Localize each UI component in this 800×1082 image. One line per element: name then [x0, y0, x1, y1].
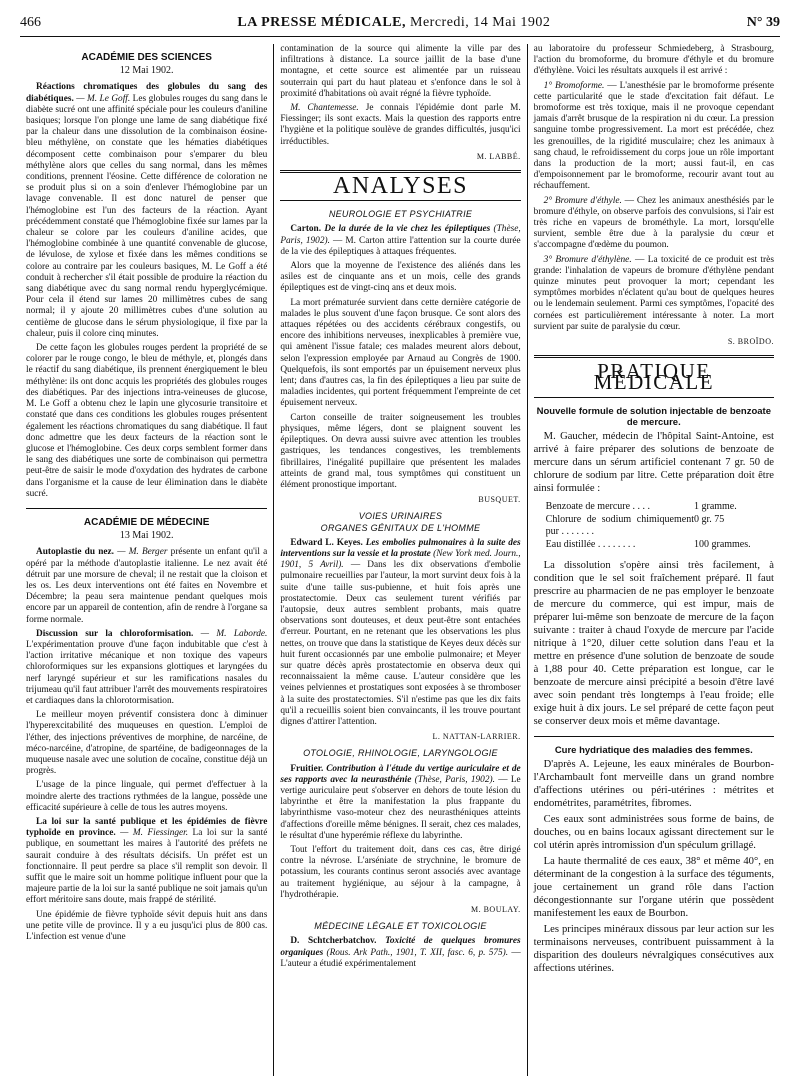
- item-label: 3° Bromure d'éthylène.: [543, 254, 632, 265]
- article-reference: (New York med. Journ., 1901, 5 Avril).: [280, 548, 521, 571]
- formula-article: [534, 430, 774, 728]
- article-text: La loi sur la santé publique, en soumettant les maires à l'autorité des préfets ne saurait conduire à des résultats décisifs. Un préfet est un fonctionnaire. Il peut perdre sa place s'il remplit son devoir. Il suffit que le maire soit un homme politique influent pour que la majeure partie de la loi sur la santé publique ne soit jamais qu'un effort méritoire sans doute, mais frappé de stérilité.: [26, 828, 268, 906]
- article-paragraph: [26, 629, 267, 707]
- article-reference: (Thèse, Paris, 1902).: [411, 774, 495, 785]
- article-paragraph: La haute thermalité de ces eaux, 38° et même 40°, en déterminant de la congestion à la surface des téguments, joue certainement un grand rôle dans l'action décongestionnante sur l'organe utérin que possèdent manifestement les eaux de Bourbon.: [533, 856, 774, 920]
- article-paragraph: L'usage de la pince linguale, qui permet d'effectuer à la moindre alerte des tractions rythmées de la langue, possède une efficacité supérieure à celle de tous les autres moyens.: [26, 780, 268, 813]
- prescription: [546, 501, 774, 551]
- article-paragraph: La dissolution s'opère ainsi très facilement, à condition que le sel soit fraîchement préparé. Il faut prescrire au pharmacien de ne pas employer le benzoate de mercure du commerce, qui est impur, mais de préparer lui-même son benzoate de mercure de la façon suivante : traiter à chaud l'oxyde de mercure par l'acide nitrique à 1°20, diluer cette solution dans l'eau et la mettre en présence d'une solution de benzoate de soude à 1,88 pour 40. Cette préparation est longue, car le benzoate de mercure ainsi précipité a besoin d'être lavé avec soin pendant très longtemps à l'eau froide; elle exige huit à dix jours. Le sel préparé de cette façon peut se conserver deux mois et même davantage.: [533, 560, 774, 728]
- journal-title: [237, 15, 550, 31]
- article-paragraph: [534, 196, 774, 252]
- article-title: Autoplastie du nez.: [36, 547, 114, 558]
- article-author: Carton.: [290, 224, 322, 235]
- prescription-row: [546, 501, 774, 514]
- article-text: L'expérimentation prouve d'une façon indubitable que c'est à l'action irritative mécanique et non toxique des vapeurs chloroformiques sur les expansions glottiques et laryngées du nerf laryngé supérieur et sur les ramifications nasales du trijumeau qu'il faut attribuer l'arrêt des mouvements respiratoires et cardiaques dans la chlorotormisation.: [26, 639, 268, 706]
- article-title: De la durée de la vie chez les épileptiques: [321, 224, 491, 235]
- article-paragraph: [280, 764, 520, 842]
- article-author: — M. Fiessinger.: [115, 828, 189, 839]
- article-paragraph: D'après A. Lejeune, les eaux minérales de Bourbon-l'Archambault font merveille dans un grand nombre d'affections utérines ou péri-utérines : métrites et endométrites, paramétrites, fibromes.: [533, 759, 774, 810]
- signature: L. NATTAN-LARRIER.: [432, 732, 521, 742]
- section-date: 12 Mai 1902.: [119, 65, 174, 77]
- signature: M. LABBÉ.: [476, 151, 521, 161]
- divider: [534, 355, 774, 358]
- article-title: Contribution à l'étude du vertige auriculaire et de ses rapports avec la neurasthénie: [280, 763, 521, 785]
- article-paragraph: [26, 547, 267, 625]
- article-paragraph: contamination de la source qui alimente la ville par des infiltrations à distance. La source jaillit de la base d'une montagne, et cette source est alimentée par un ruisseau souterrain qui part du haut plateau et s'enfonce dans le sol à proximité d'habitations où avait régné la fièvre typhoïde.: [280, 44, 521, 99]
- article-title: Les embolies pulmonaires à la suite des interventions sur la vessie et la prostate: [280, 537, 521, 559]
- article-reference: (Rous. Ark Path., 1901, T. XII, fasc. 6, p. 575).: [323, 947, 509, 958]
- prescription-row: [546, 539, 774, 552]
- article-reference: (Thèse, Paris, 1902).: [280, 224, 521, 246]
- cure-article: [534, 758, 774, 975]
- signature: M. BOULAY.: [470, 905, 521, 915]
- article-paragraph: Alors que la moyenne de l'existence des aliénés dans les asiles est de cinquante ans et un mois, celle des grands épileptiques est de vingt-cinq ans et deux mois.: [280, 261, 521, 294]
- column-2: [273, 44, 526, 1076]
- issue-date: Mercredi, 14 Mai 1902: [406, 15, 551, 30]
- article-text: Les globules rouges du sang dans le diabète sucré ont une affinité spéciale pour les couleurs d'aniline basiques; lorsque l'on plonge une lame de sang diabétique fixé par la chaleur dans une dissolution de la combinaison éosine-bleu méthylène, on constate que les hématies diabétiques décomposent cette combinaison pour s'emparer du bleu méthylène alors que celles du sang normal, dans les mêmes conditions, prennent l'éosine. Cette différence de coloration ne se produit plus si on a soin d'enlever l'hémoglobine par un lavage convenable. Il est donc naturel de penser que l'hémoglobine est l'un des facteurs de la réaction. Ayant précédemment constaté que l'hémoglobine fixée sur lames par la chaleur se colore par les couleurs d'aniline acides, que l'hémoglobine combinée à une quantité convenable de glucose, de lévulose, de xylose et fixée dans les mêmes conditions se colore au contraire par les couleurs basiques, M. Le Goff a été conduit à rechercher s'il était possible de produire la réaction du sang diabétique avec du sang normal rendu hyperglycémique. Pour cela il étend sur lames 20 millimètres cubes de sang normal; il y ajoute 20 millimètres cubes d'une solution au centième de glucose dans le sérum physiologique, il fixe par la chaleur, puis il colore cinq minutes.: [26, 93, 268, 339]
- article-text: — Dans les dix observations d'embolie pulmonaire recueillies par l'auteur, la mort survint deux fois à la suite d'une taille sus-pubienne, et huit fois après une prostatectomie. Deux cas seulement turent vérifiés par l'autopsie, deux autres semblent probants, mais quatre observations sont douteuses, et deux peut-être sont entachées d'erreur. Pourtant, en ne retenant que les observations les plus nettes, on trouve que dans la statistique de Keyes deux décès sur huit furent occasionnés par une embolie pulmonaire; et Meyer sur quatre décès après prostatectomie en observa deux qui reconnaissaient la même cause. L'auteur considère que les veines pelviennes et prostatiques sont exposées à se thromboser à la suite des prostatectomies. S'il n'estime pas que les dix faits qu'il a recueillis soient bien convaincants, il les trouve pourtant dignes d'attirer l'attention.: [280, 560, 521, 727]
- signature: BUSQUET.: [478, 495, 521, 505]
- subsection-heading: ORGANES GÉNITAUX DE L'HOMME: [320, 522, 481, 533]
- article-title: Toxicité de quelques bromures organiques: [280, 936, 521, 958]
- article-author: Fruitier.: [290, 763, 324, 774]
- quantity: 100 grammes.: [693, 538, 751, 550]
- article-title: Réactions chromatiques des globules du sang des diabétiques.: [26, 82, 268, 104]
- column-3: [527, 44, 780, 1076]
- section-heading: ANALYSES: [333, 173, 468, 200]
- subsection-heading: MÉDECINE LÉGALE ET TOXICOLOGIE: [314, 921, 487, 932]
- page-number: 466: [20, 15, 41, 30]
- article-text: — La toxicité de ce produit est très grande: l'inhalation de vapeurs de bromure d'éthylène pendant quinze minutes peut provoquer la mort; cependant les symptômes morbides n'éclatent qu'au bout de quelques heures ou le lendemain seulement. Parmi ces symptômes, l'opacité des cornées est particulièrement intéressante à noter. La mort survient par suite de paralysie du cœur.: [533, 254, 774, 332]
- section-date: 13 Mai 1902.: [119, 530, 174, 542]
- page-header: [20, 10, 780, 37]
- prescription-row: [546, 514, 774, 539]
- article-paragraph: au laboratoire du professeur Schmiedeberg, à Strasbourg, l'action du bromoforme, du bromure d'éthyle et du bromure d'éthylène. Voici les résultats auxquels il est arrivé :: [533, 44, 774, 77]
- article-title: Discussion sur la chloroformisation.: [36, 628, 194, 639]
- article-paragraph: [280, 936, 520, 970]
- article-author: — M. Berger: [113, 547, 168, 558]
- article-paragraph: [534, 255, 774, 333]
- article-author: — M. Le Goff.: [73, 93, 131, 104]
- journal-name: LA PRESSE MÉDICALE,: [237, 15, 406, 30]
- quantity: 0 gr. 75: [693, 513, 725, 525]
- article-paragraph: De cette façon les globules rouges perdent la propriété de se colorer par le rouge congo, le bleu de méthyle, et, plongés dans le réactif du sang diabétique, ils prennent énergiquement le bleu méthylène: ils ont donc acquis les propriétés des globules rouges des diabétiques. Par des injections intra-veineuses de glucose, M. Le Goff a obtenu chez le lapin une glycosurie transitoire et constaté que dans ces conditions les globules rouges présentent également les réactions chromatiques du sang diabétique. Il faut donc admettre que les deux facteurs de la réaction sont le glucose et l'hémoglobine. Ces deux corps semblent former dans le sang des diabétiques une sorte de combinaison qui permettra peut-être de saisir le mode d'oxydation des hydrates de carbone dans l'organisme et la cause de leur élimination dans le diabète sucré.: [26, 343, 268, 499]
- divider: [26, 508, 267, 509]
- item-label: 1° Bromoforme.: [543, 80, 605, 91]
- ingredient: Benzoate de mercure . . . .: [545, 501, 651, 513]
- article-paragraph: Une épidémie de fièvre typhoïde sévit depuis huit ans dans une petite ville de province. Il y a eu jusqu'ici plus de 800 cas. L'infection est venue d'une: [26, 909, 268, 943]
- divider: [280, 200, 520, 201]
- article-text: présente un enfant qu'il a opéré par la méthode d'autoplastie italienne. Le nez avait été détruit par une morsure de cheval; il ne restait que la cloison et les os. Les deux interventions ont été faites en Novembre et Décembre; la peau sera maintenue pendant quelques mois encore par un appareil de contention, afin de rendre à l'organe sa forme normale.: [26, 547, 268, 625]
- article-paragraph: Ces eaux sont administrées sous forme de bains, de douches, ou en bains locaux agissant directement sur le col utérin après intromission d'un spéculum grillagé.: [533, 814, 774, 852]
- article-text: — Le vertige auriculaire peut s'observer en dehors de toute lésion du labyrinthe et être la manifestation la plus frappante du labyrinthisme vaso-moteur chez des neurasthéniques atteints d'affections d'oreille même bénignes. Il serait, chez ces malades, le résultat d'une hyperémie réflexe du labyrinthe.: [280, 774, 521, 841]
- article-text: Je connais l'épidémie dont parle M. Fiessinger; ils sont exacts. Mais la question des rapports entre l'hygiène et la politique soulève de grandes difficultés, jusqu'ici irréductibles.: [280, 103, 521, 147]
- issue-number: N° 39: [746, 15, 780, 30]
- divider: [534, 736, 774, 737]
- article-text: — L'auteur a étudié expérimentalement: [280, 947, 521, 969]
- section-heading: PRATIQUE MÉDICALE: [593, 359, 715, 395]
- divider: [534, 397, 774, 398]
- article-paragraph: [280, 103, 520, 148]
- columns: [20, 44, 780, 1076]
- article-author: M. Chantemesse.: [290, 103, 359, 114]
- subsection-heading: NEUROLOGIE ET PSYCHIATRIE: [328, 209, 473, 220]
- article-paragraph: La mort prématurée survient dans cette dernière catégorie de malades le plus souvent d'une façon brusque. Ce sont alors des attaques répétées ou des accidents cérébraux congestifs, ou encore des inhibitions nerveuses, inexplicables à première vue, qui amènent l'issue fatale; ces malades meurent alors debout, selon l'expression employée par Arnaud au Congrès de 1900. Quelquefois, ils sont emportés par un épuisement nerveux plus lent; dans d'autres cas, la fin des épileptiques a lieu par suite de maladies incidentes, qui portent fréquemment l'empreinte de cet épuisement nerveux.: [280, 297, 521, 409]
- article-author: Edward L. Keyes.: [290, 537, 363, 548]
- quantity: 1 gramme.: [693, 501, 737, 513]
- signature: S. BROÏDO.: [727, 337, 774, 347]
- article-author: D. Schtcherbatchov.: [290, 936, 377, 947]
- article-paragraph: Carton conseille de traiter soigneusement les troubles physiques, même légers, dont se plaignent souvent les épileptiques. On devra aussi suivre avec attention les troubles gastriques, les tendances congestives, les tremblements fibrillaires, l'inégalité pupillaire que présentent les malades atteints de grand mal, tous symptômes qui constituent un élément pronostique important.: [280, 412, 521, 490]
- article-paragraph: [26, 817, 267, 907]
- article-paragraph: Les principes minéraux dissous par leur action sur les terminaisons nerveuses, contribuent puissamment à la disparition des douleurs névralgiques consécutives aux affections utérines.: [533, 924, 774, 975]
- item-label: 2° Bromure d'éthyle.: [543, 195, 622, 206]
- column-1: [20, 44, 273, 1076]
- ingredient: Chlorure de sodium chimiquement pur . . . . . . .: [545, 513, 694, 538]
- article-text: — Chez les animaux anesthésiés par le bromure d'éthyle, on observe parfois des convulsions, si l'air est très riche en vapeurs de brométhyle. La mort, lorsqu'elle survient, semble être due à la paralysie du cœur et s'accompagne d'œdème du poumon.: [533, 195, 774, 251]
- article-author: — M. Laborde.: [193, 628, 268, 639]
- ingredient: Eau distillée . . . . . . . .: [545, 538, 636, 550]
- article-text: — L'anesthésie par le bromoforme présente cette particularité que le stade d'excitation fait défaut. Le bromoforme est très toxique, mais il ne provoque cependant jamais d'arrêt brusque de la respiration ni du cœur. La pression sanguine tombe progressivement. La mort est précédée, chez les grenouilles, de la rigidité musculaire; chez les animaux à sang chaud, le refroidissement du corps joue un rôle important dans la production de la mort; aussi faut-il, en cas d'empoisonnement par le bromoforme, recourir avant tout au réchauffement.: [533, 80, 774, 192]
- subsection-heading: OTOLOGIE, RHINOLOGIE, LARYNGOLOGIE: [303, 748, 498, 759]
- article-paragraph: [26, 82, 267, 340]
- article-heading: Nouvelle formule de solution injectable de benzoate de mercure.: [536, 405, 771, 428]
- article-heading: Cure hydriatique des maladies des femmes.: [554, 745, 753, 757]
- article-text: — M. Carton attire l'attention sur la courte durée de la vie des épileptiques à attaques fréquentes.: [280, 235, 521, 257]
- article-paragraph: Le meilleur moyen préventif consistera donc à diminuer l'hyperexcitabilité des muqueuses en question. L'emploi de l'éther, des injections préventives de morphine, de narcéine, de méco-narcéine, d'atropine, de spartéine, de badigeonnages de la muqueuse nasale avec une solution de cocaïne, constitue déjà un progrès.: [26, 710, 268, 777]
- section-title: ACADÉMIE DE MÉDECINE: [83, 516, 210, 528]
- article-paragraph: [534, 81, 774, 193]
- subsection-heading: VOIES URINAIRES: [358, 511, 443, 522]
- article-paragraph: M. Gaucher, médecin de l'hôpital Saint-Antoine, est arrivé à faire préparer des solutions de benzoate de mercure dans un sérum artificiel contenant 7 gr. 50 de chlorure de sodium par litre. Cette préparation doit être ainsi formulée :: [533, 431, 774, 495]
- article-paragraph: Tout l'effort du traitement doit, dans ces cas, être dirigé contre la névrose. L'arséniate de strychnine, le bromure de potassium, les courants continus seront associés avec avantage au traitement hygiénique, au séjour à la campagne, à l'hydrothérapie.: [280, 845, 521, 900]
- article-paragraph: [280, 538, 520, 728]
- article-title: La loi sur la santé publique et les épidémies de fièvre typhoïde en province.: [26, 817, 268, 839]
- article-paragraph: [280, 224, 520, 258]
- section-title: ACADÉMIE DES SCIENCES: [81, 52, 212, 63]
